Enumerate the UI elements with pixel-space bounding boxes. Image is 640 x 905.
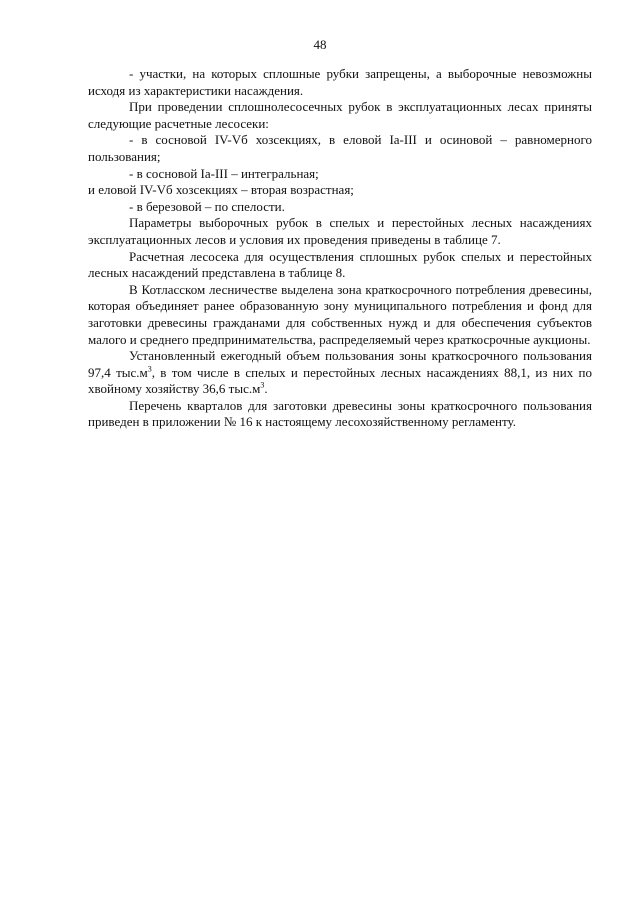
list-item-birch: - в березовой – по спелости. [129,198,285,214]
list-item-second-age: и еловой IV-Vб хозсекциях – вторая возрастная; [88,182,354,198]
annual-volume-text-2: , в том числе в спелых и перестойных лесных насаждениях 88,1, из них по хвойному хозяйству 36,6 тыс.м [88,364,592,397]
annual-volume-text-3: . [264,381,268,397]
cubic-superscript-1: 3 [147,364,152,374]
paragraph-selective-cuts: Параметры выборочных рубок в спелых и перестойных лесных насаждениях эксплуатационных лесов и условия их проведения приведены в таблице 7. [88,215,592,247]
paragraph-restricted-plots: - участки, на которых сплошные рубки запрещены, а выборочные невозможны исходя из характеристики насаждения. [88,66,592,98]
paragraph-annual-volume [88,348,592,398]
cubic-superscript-2: 3 [260,380,265,390]
list-item-even-use: - в сосновой IV-Vб хозсекциях, в еловой Ia-III и осиновой – равномерного пользования; [88,132,592,164]
paragraph-quarters-list: Перечень кварталов для заготовки древесины зоны краткосрочного пользования приведен в приложении № 16 к настоящему лесохозяйственному регламенту. [88,397,592,430]
document-body [88,66,592,431]
paragraph-calculated-cutting-area: Расчетная лесосека для осуществления сплошных рубок спелых и перестойных лесных насаждений представлена в таблице 8. [88,248,592,281]
paragraph-clearcut-intro: При проведении сплошнолесосечных рубок в эксплуатационных лесах приняты следующие расчетные лесосеки: [88,99,592,131]
page-number: 48 [313,37,327,52]
paragraph-short-term-zone: В Котласском лесничестве выделена зона краткосрочного потребления древесины, которая объединяет ранее образованную зону муниципального потребления и фонд для заготовки древесины гражданами для собственных нужд и для обеспечения субъектов малого и среднего предпринимательства, распределяемый через краткосрочные аукционы. [88,281,592,347]
annual-volume-text-1: Установленный ежегодный объем пользования зоны краткосрочного пользования 97,4 тыс.м [88,348,592,380]
list-item-integral: - в сосновой Ia-III – интегральная; [129,165,319,181]
